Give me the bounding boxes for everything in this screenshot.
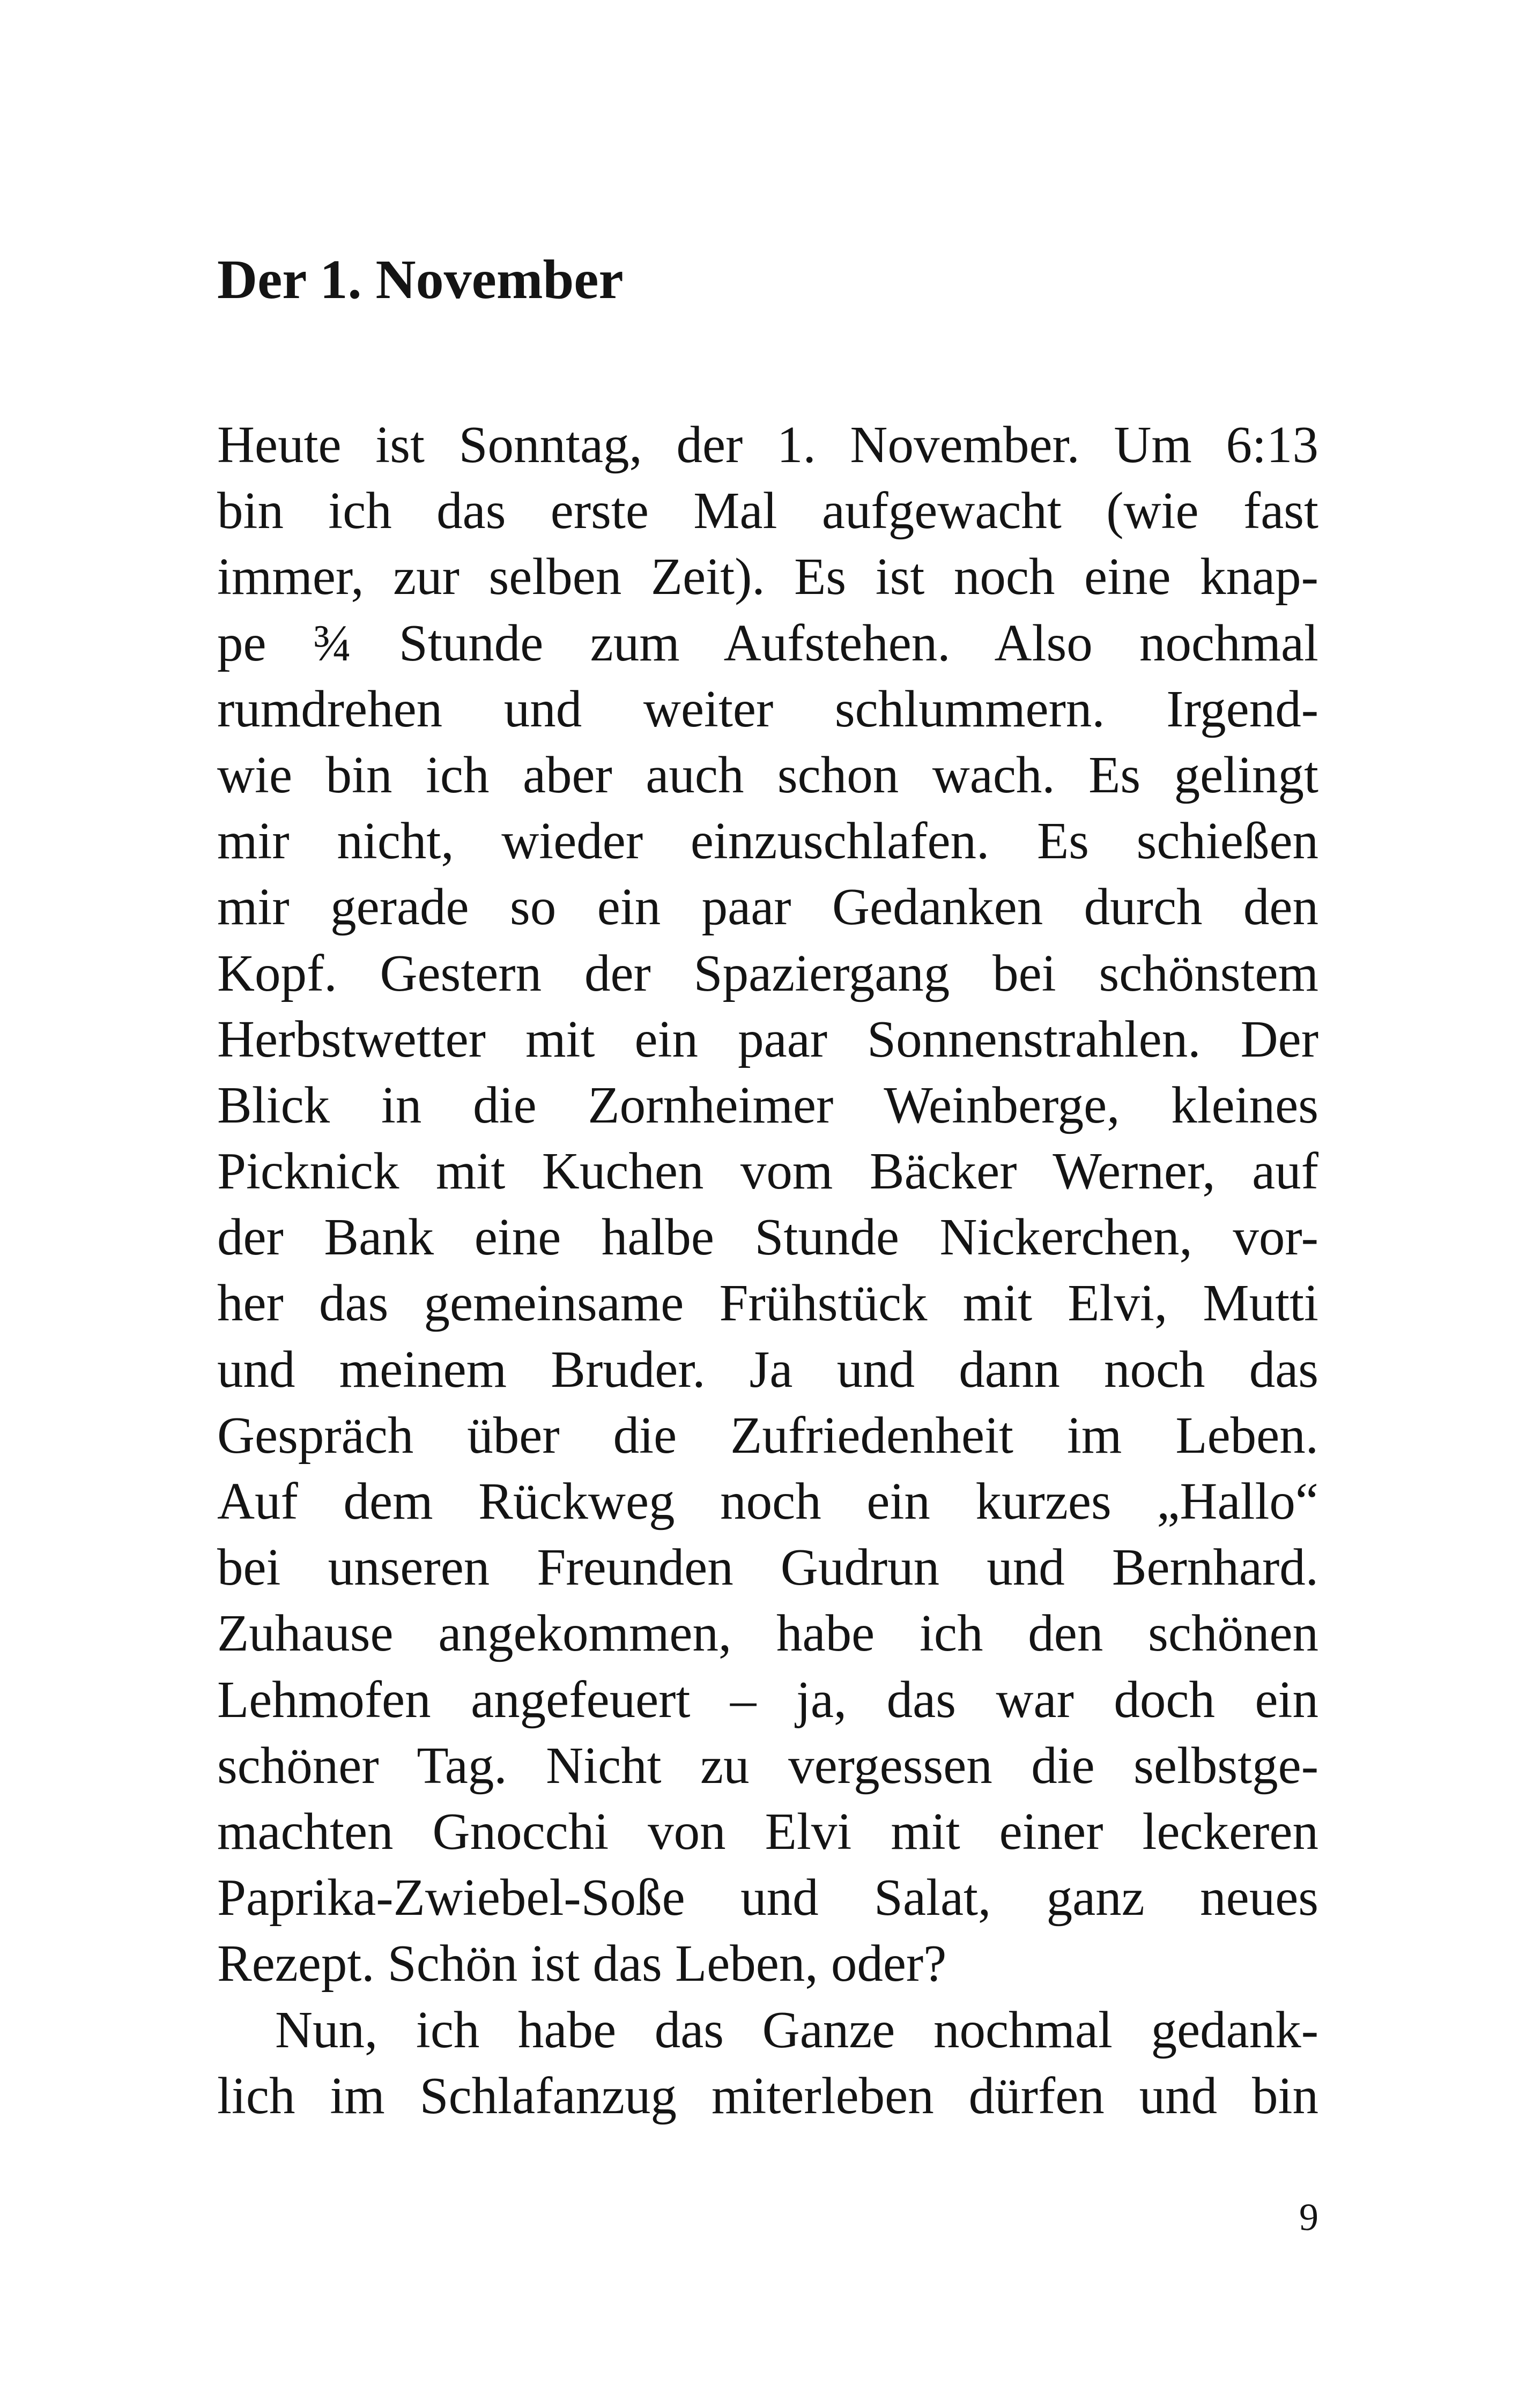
text-line: rumdrehen und weiter schlummern. Irgend- xyxy=(217,680,1318,738)
text-line: Heute ist Sonntag, der 1. November. Um 6:13 xyxy=(217,416,1318,473)
text-line: mir gerade so ein paar Gedanken durch den xyxy=(217,878,1318,936)
paragraph-2 xyxy=(217,1997,1318,2129)
text-line: mir nicht, wieder einzuschlafen. Es schießen xyxy=(217,812,1318,870)
text-line: her das gemeinsame Frühstück mit Elvi, Mutti xyxy=(217,1274,1318,1332)
page-number: 9 xyxy=(1299,2196,1318,2239)
text-line: lich im Schlafanzug miterleben dürfen und bin xyxy=(217,2067,1318,2124)
text-line: und meinem Bruder. Ja und dann noch das xyxy=(217,1340,1318,1398)
text-line: Rezept. Schön ist das Leben, oder? xyxy=(217,1935,947,1993)
text-line: immer, zur selben Zeit). Es ist noch eine knap- xyxy=(217,548,1318,606)
chapter-title: Der 1. November xyxy=(217,249,624,310)
text-line: bin ich das erste Mal aufgewacht (wie fast xyxy=(217,482,1318,540)
text-line: Nun, ich habe das Ganze nochmal gedank- xyxy=(275,2001,1318,2058)
text-line: Auf dem Rückweg noch ein kurzes „Hallo“ xyxy=(217,1473,1318,1530)
text-line: Picknick mit Kuchen vom Bäcker Werner, auf xyxy=(217,1142,1318,1200)
text-line: der Bank eine halbe Stunde Nickerchen, vor- xyxy=(217,1208,1318,1266)
text-line: Blick in die Zornheimer Weinberge, kleines xyxy=(217,1076,1318,1134)
body-text xyxy=(217,412,1318,2129)
text-line: Zuhause angekommen, habe ich den schönen xyxy=(217,1604,1318,1662)
text-line: schöner Tag. Nicht zu vergessen die selbstge- xyxy=(217,1736,1318,1794)
paragraph-1 xyxy=(217,412,1318,1997)
text-line: Lehmofen angefeuert – ja, das war doch ein xyxy=(217,1670,1318,1728)
text-line: wie bin ich aber auch schon wach. Es gelingt xyxy=(217,746,1318,804)
text-line: Herbstwetter mit ein paar Sonnenstrahlen. Der xyxy=(217,1010,1318,1068)
text-line: Kopf. Gestern der Spaziergang bei schönstem xyxy=(217,944,1318,1002)
text-line: bei unseren Freunden Gudrun und Bernhard. xyxy=(217,1539,1318,1596)
text-line: machten Gnocchi von Elvi mit einer leckeren xyxy=(217,1802,1318,1860)
text-line: Gespräch über die Zufriedenheit im Leben. xyxy=(217,1406,1318,1464)
text-line: pe ¾ Stunde zum Aufstehen. Also nochmal xyxy=(217,614,1318,672)
text-line: Paprika-Zwiebel-Soße und Salat, ganz neues xyxy=(217,1869,1318,1927)
